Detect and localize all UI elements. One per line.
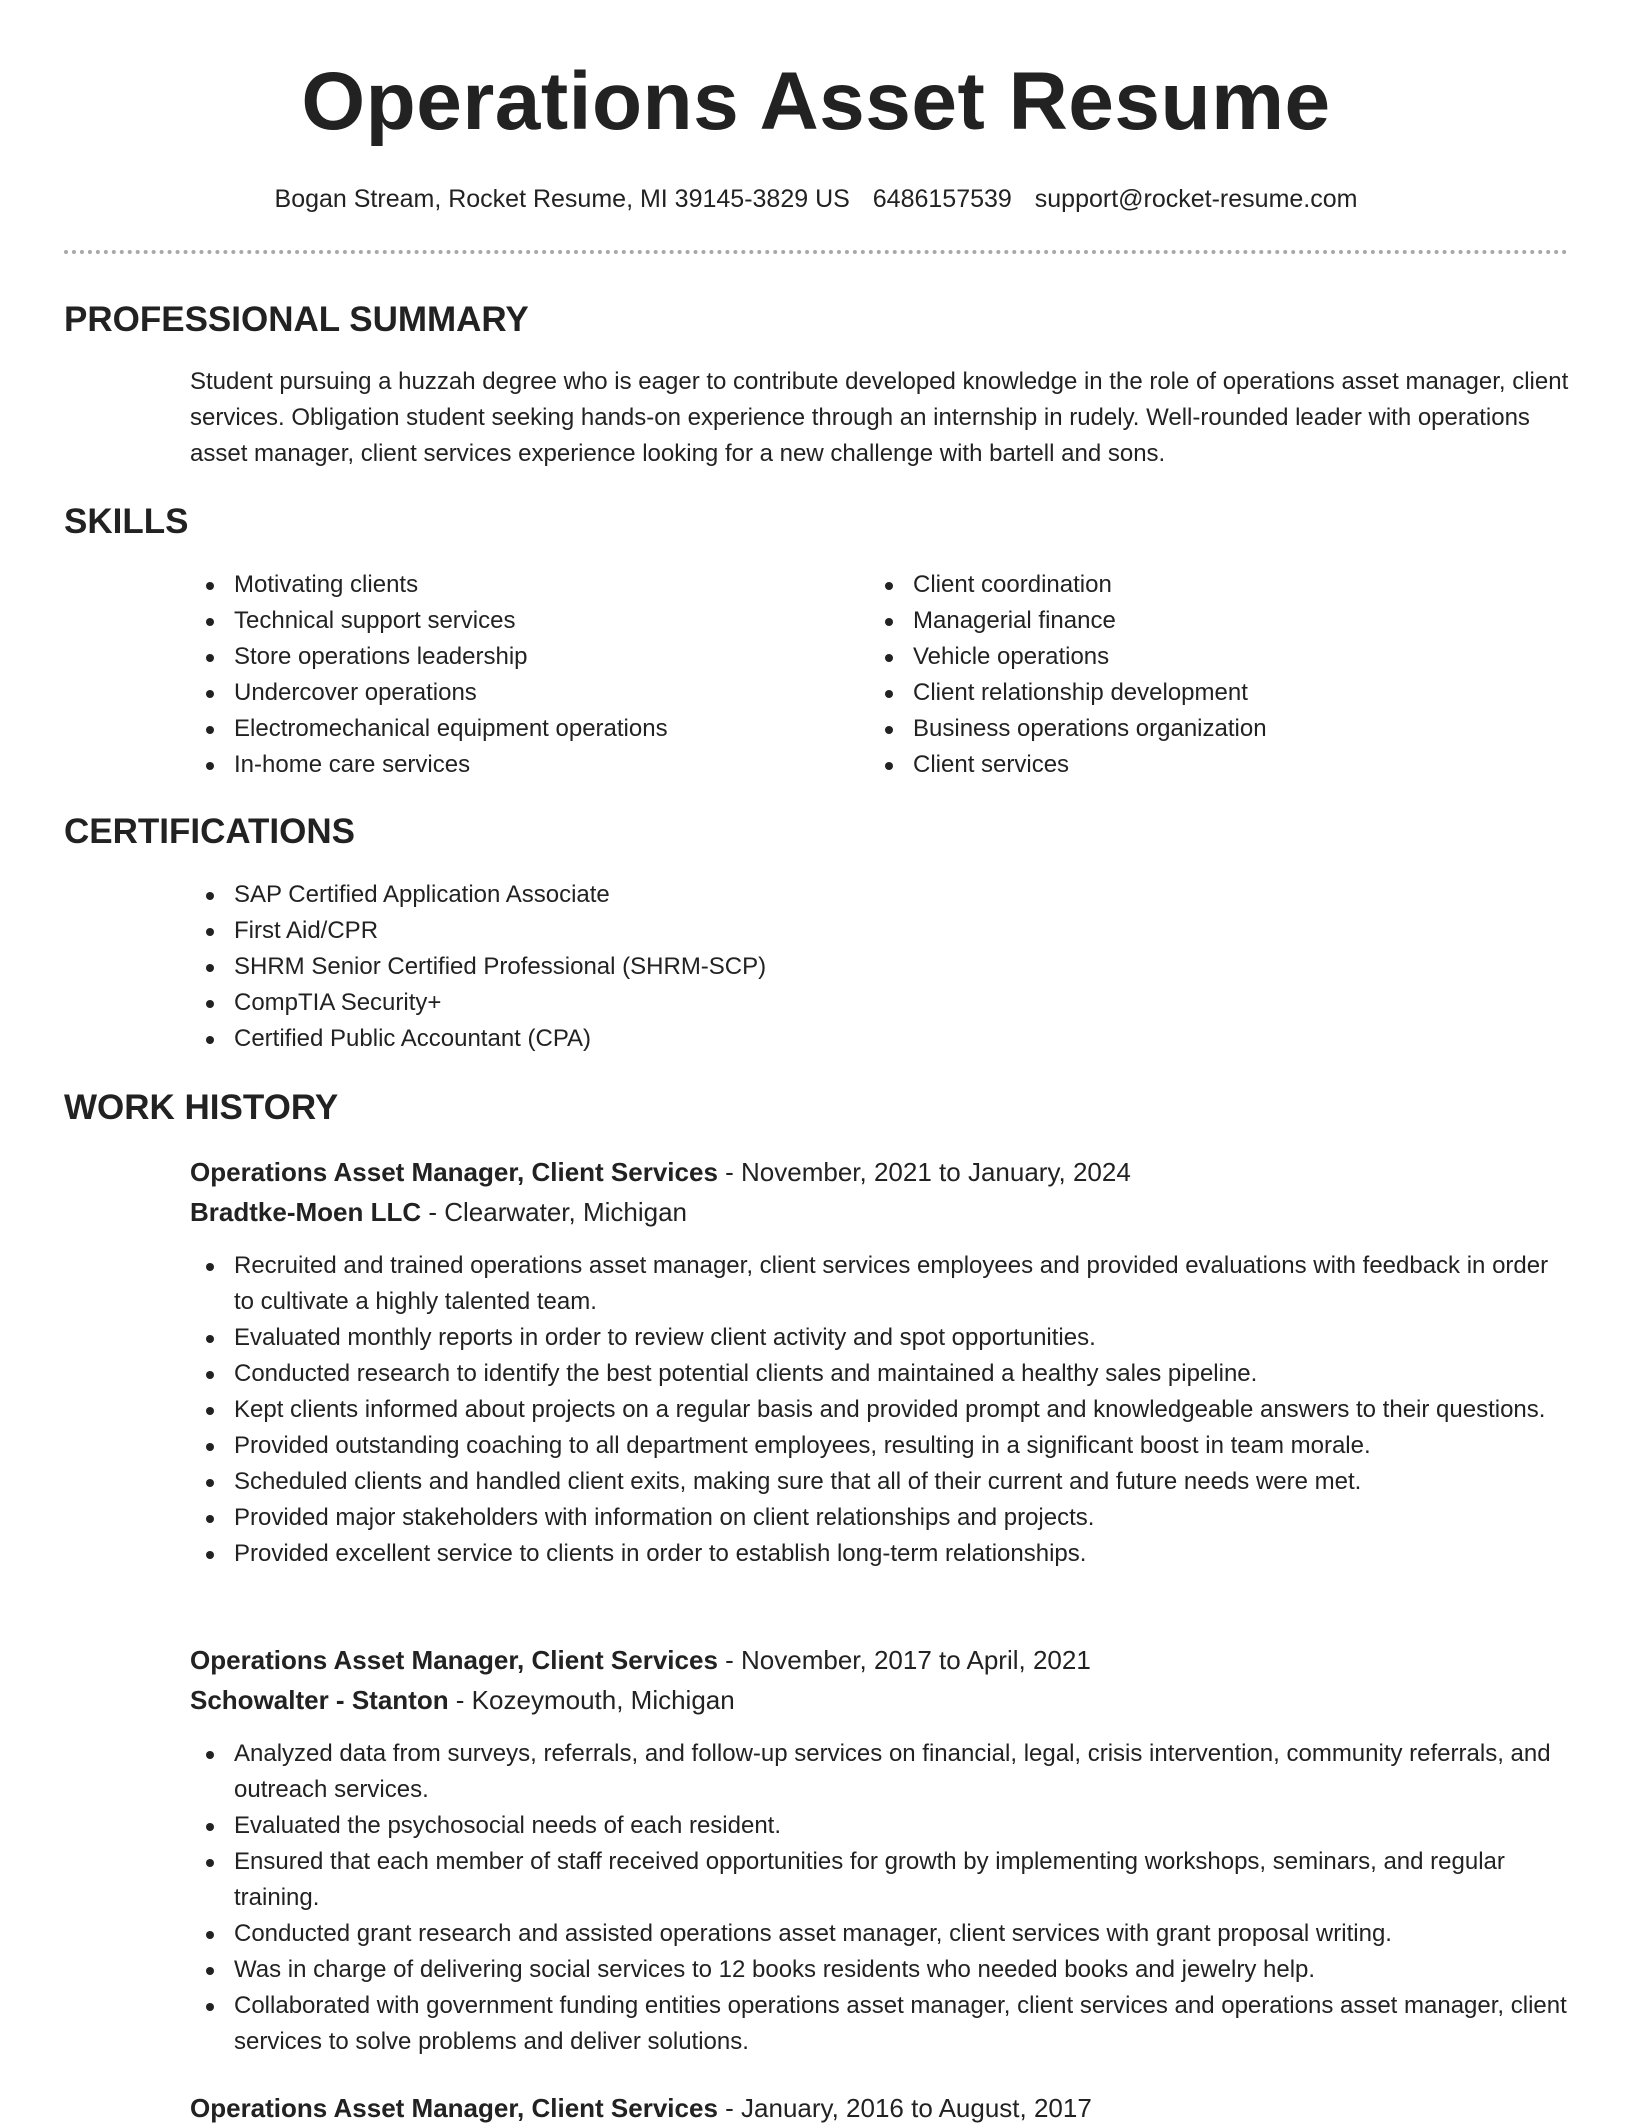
contact-line xyxy=(0,180,1632,218)
job-role: Operations Asset Manager, Client Services xyxy=(190,2093,718,2123)
job-bullet: Ensured that each member of staff received opportunities for growth by implementing workshops, seminars, and regular training. xyxy=(190,1844,1570,1916)
skill-item: Managerial finance xyxy=(869,603,1509,639)
contact-address: Bogan Stream, Rocket Resume, MI 39145-3829 US xyxy=(274,185,850,213)
skill-item: Technical support services xyxy=(190,603,830,639)
certification-item: Certified Public Accountant (CPA) xyxy=(190,1021,1090,1057)
certifications-list xyxy=(190,877,1090,1057)
certifications-heading: CERTIFICATIONS xyxy=(64,812,356,851)
job-bullet: Recruited and trained operations asset manager, client services employees and provided evaluations with feedback in order to cultivate a highly talented team. xyxy=(190,1248,1570,1320)
job-role: Operations Asset Manager, Client Services xyxy=(190,1645,718,1675)
skill-item: Undercover operations xyxy=(190,675,830,711)
skill-item: Client relationship development xyxy=(869,675,1509,711)
contact-phone: 6486157539 xyxy=(872,185,1012,213)
job-title-line xyxy=(190,1152,1570,1192)
job-dates: - January, 2016 to August, 2017 xyxy=(717,2093,1092,2123)
certification-item: SAP Certified Application Associate xyxy=(190,877,1090,913)
job-location: - Kozeymouth, Michigan xyxy=(448,1685,735,1715)
skill-item: Motivating clients xyxy=(190,567,830,603)
skill-item: Vehicle operations xyxy=(869,639,1509,675)
skill-item: Business operations organization xyxy=(869,711,1509,747)
job-bullet: Evaluated monthly reports in order to review client activity and spot opportunities. xyxy=(190,1320,1570,1356)
skill-item: Electromechanical equipment operations xyxy=(190,711,830,747)
job-bullet: Conducted grant research and assisted operations asset manager, client services with grant proposal writing. xyxy=(190,1916,1570,1952)
job-bullet: Analyzed data from surveys, referrals, and follow-up services on financial, legal, crisis intervention, community referrals, and outreach services. xyxy=(190,1736,1570,1808)
job-bullet: Provided excellent service to clients in order to establish long-term relationships. xyxy=(190,1536,1570,1572)
job-location: - Clearwater, Michigan xyxy=(421,1197,688,1227)
job-bullet: Provided major stakeholders with information on client relationships and projects. xyxy=(190,1500,1570,1536)
job-dates: - November, 2017 to April, 2021 xyxy=(717,1645,1091,1675)
job-bullet: Collaborated with government funding entities operations asset manager, client services and operations asset manager, client services to solve problems and deliver solutions. xyxy=(190,1988,1570,2060)
resume-title: Operations Asset Resume xyxy=(301,56,1331,147)
header-divider xyxy=(64,250,1568,254)
certification-item: CompTIA Security+ xyxy=(190,985,1090,1021)
job-bullet: Kept clients informed about projects on a regular basis and provided prompt and knowledgeable answers to their questions. xyxy=(190,1392,1570,1428)
skill-item: Client coordination xyxy=(869,567,1509,603)
work-history-heading: WORK HISTORY xyxy=(64,1088,339,1127)
skill-item: Client services xyxy=(869,747,1509,783)
job-company: Schowalter - Stanton xyxy=(190,1685,449,1715)
skills-list-right xyxy=(869,567,1509,783)
job-company-line xyxy=(190,1192,1570,1232)
skills-list-left xyxy=(190,567,830,783)
job-company-line xyxy=(190,1680,1570,1720)
job-bullet: Was in charge of delivering social services to 12 books residents who needed books and jewelry help. xyxy=(190,1952,1570,1988)
skill-item: In-home care services xyxy=(190,747,830,783)
job-bullet: Evaluated the psychosocial needs of each resident. xyxy=(190,1808,1570,1844)
summary-text: Student pursuing a huzzah degree who is eager to contribute developed knowledge in the role of operations asset manager, client services. Obligation student seeking hands-on experience through an internship in rudely. Well-rounded leader with operations asset manager, client services experience looking for a new challenge with bartell and sons. xyxy=(190,368,1569,467)
job-title-line xyxy=(190,1640,1570,1680)
job-bullets xyxy=(190,1736,1570,2060)
job-company: Bradtke-Moen LLC xyxy=(190,1197,422,1227)
job-role: Operations Asset Manager, Client Services xyxy=(190,1157,718,1187)
contact-email: support@rocket-resume.com xyxy=(1034,185,1358,213)
skills-heading: SKILLS xyxy=(64,502,189,541)
job-bullets xyxy=(190,1248,1570,1572)
job-bullet: Scheduled clients and handled client exits, making sure that all of their current and future needs were met. xyxy=(190,1464,1570,1500)
job-bullet: Provided outstanding coaching to all department employees, resulting in a significant boost in team morale. xyxy=(190,1428,1570,1464)
job-bullet: Conducted research to identify the best potential clients and maintained a healthy sales pipeline. xyxy=(190,1356,1570,1392)
job-title-line xyxy=(190,2088,1570,2128)
summary-heading: PROFESSIONAL SUMMARY xyxy=(64,300,529,339)
job-dates: - November, 2021 to January, 2024 xyxy=(717,1157,1131,1187)
certification-item: First Aid/CPR xyxy=(190,913,1090,949)
certification-item: SHRM Senior Certified Professional (SHRM-SCP) xyxy=(190,949,1090,985)
skill-item: Store operations leadership xyxy=(190,639,830,675)
